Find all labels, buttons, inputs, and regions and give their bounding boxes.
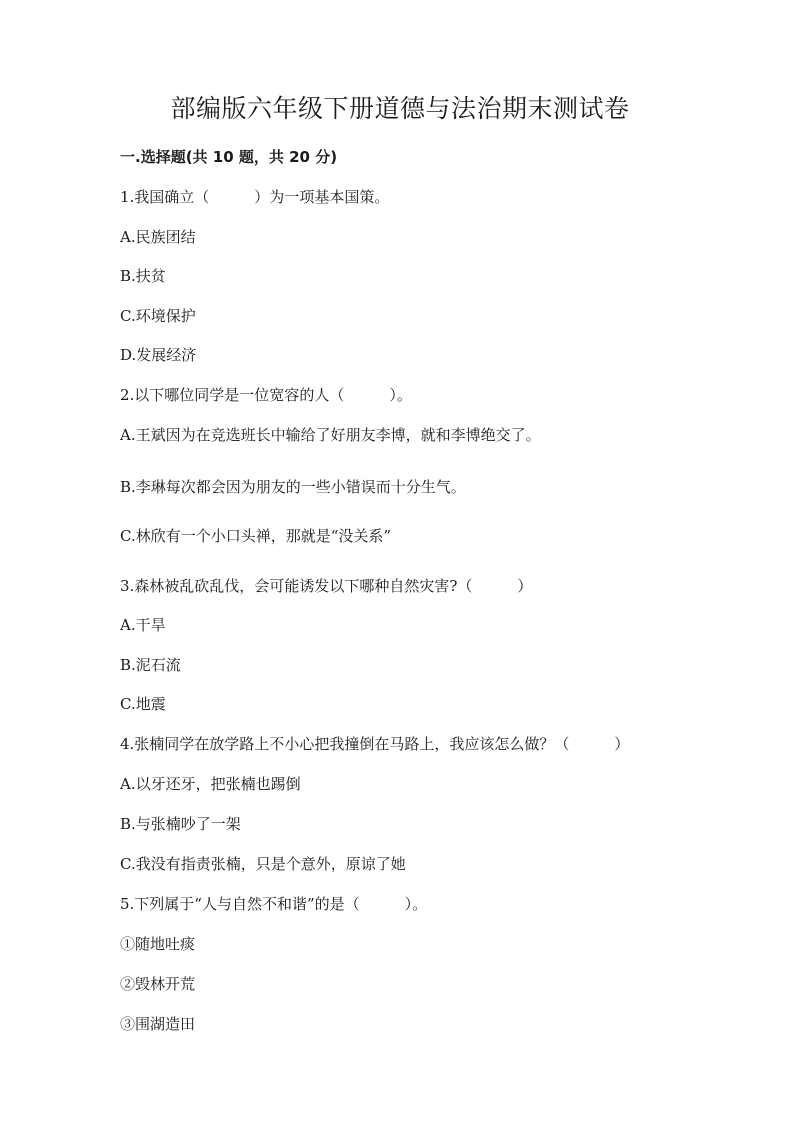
question-1-option-d: D.发展经济: [120, 346, 197, 364]
question-5: 5.下列属于“人与自然不和谐”的是（ ）。: [120, 895, 428, 913]
question-4-option-b: B.与张楠吵了一架: [120, 815, 241, 833]
question-2-option-c: C.林欣有一个小口头禅，那就是“没关系”: [120, 527, 392, 545]
question-3: 3.森林被乱砍乱伐，会可能诱发以下哪种自然灾害?（ ）: [120, 577, 533, 595]
page-title: 部编版六年级下册道德与法治期末测试卷: [170, 94, 630, 123]
question-3-option-c: C.地震: [120, 695, 166, 713]
question-5-item-2: ②毁林开荒: [120, 975, 196, 993]
question-3-option-b: B.泥石流: [120, 656, 181, 674]
question-2-option-b: B.李琳每次都会因为朋友的一些小错误而十分生气。: [120, 478, 466, 496]
question-4: 4.张楠同学在放学路上不小心把我撞倒在马路上，我应该怎么做？（ ）: [120, 735, 630, 753]
question-4-option-a: A.以牙还牙，把张楠也踢倒: [120, 775, 301, 793]
question-1-option-a: A.民族团结: [120, 228, 196, 246]
question-1: 1.我国确立（ ）为一项基本国策。: [120, 188, 390, 206]
question-5-item-3: ③围湖造田: [120, 1015, 196, 1033]
question-4-option-c: C.我没有指责张楠，只是个意外，原谅了她: [120, 855, 406, 873]
question-2-option-a: A.王斌因为在竞选班长中输给了好朋友李博，就和李博绝交了。: [120, 426, 541, 444]
question-5-item-1: ①随地吐痰: [120, 935, 196, 953]
question-2: 2.以下哪位同学是一位宽容的人（ ）。: [120, 386, 412, 404]
question-3-option-a: A.干旱: [120, 616, 166, 634]
section-heading: 一.选择题(共 10 题，共 20 分): [120, 148, 338, 166]
question-1-option-b: B.扶贫: [120, 267, 166, 285]
question-1-option-c: C.环境保护: [120, 307, 196, 325]
